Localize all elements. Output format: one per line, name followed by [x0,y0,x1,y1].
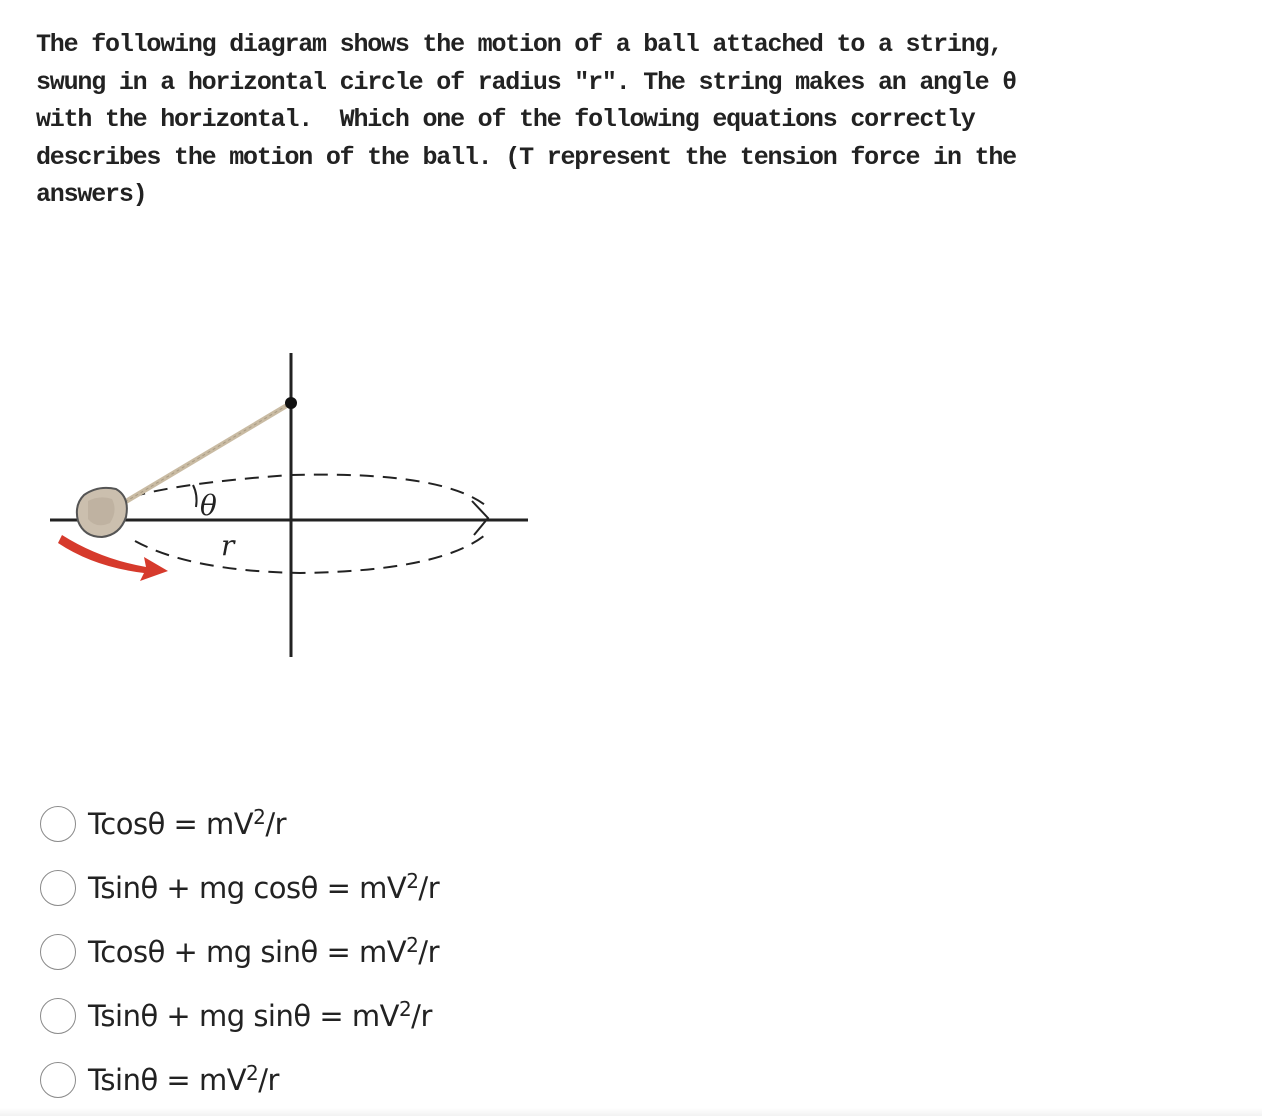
radio-button[interactable] [40,1062,76,1098]
answer-option[interactable] [40,920,439,984]
option-label: Tcosθ + mg $\sin\theta = mV^2/r$ [88,933,439,969]
angle-arc [193,485,197,507]
option-label: $Tsin\theta = mV^2/r$ [88,1061,279,1097]
answer-option[interactable] [40,1048,439,1112]
radius-label: r [221,529,235,562]
option-label: $Tcos\theta = mV^2/r$ [88,805,287,841]
option-label: Tsinθ + mg $\sin\theta = mV^2/r$ [88,997,432,1033]
diagram-svg [40,345,540,665]
theta-label: θ [200,489,217,522]
answer-option[interactable] [40,856,439,920]
conical-pendulum-diagram [40,345,540,670]
answer-option[interactable] [40,984,439,1048]
radio-button[interactable] [40,934,76,970]
radio-button[interactable] [40,806,76,842]
radio-button[interactable] [40,998,76,1034]
question-text: The following diagram shows the motion of a ball attached to a string, swung in a horizontal circle of radius "r". The string makes an angle θ with the horizontal. Which one of the following equations correctly describes the motion of the ball. (T represent the tension force in the answers) [36,30,1016,210]
motion-arrow [58,535,168,581]
orbit-front-dashed [135,535,485,573]
answer-option[interactable] [40,792,439,856]
radio-button[interactable] [40,870,76,906]
bottom-edge [0,1108,1262,1116]
pivot-point [285,397,297,409]
orbit-arrowhead [472,501,488,535]
answer-options [40,792,439,1112]
option-label: Tsinθ + mg $\cos\theta = mV^2/r$ [88,869,440,905]
